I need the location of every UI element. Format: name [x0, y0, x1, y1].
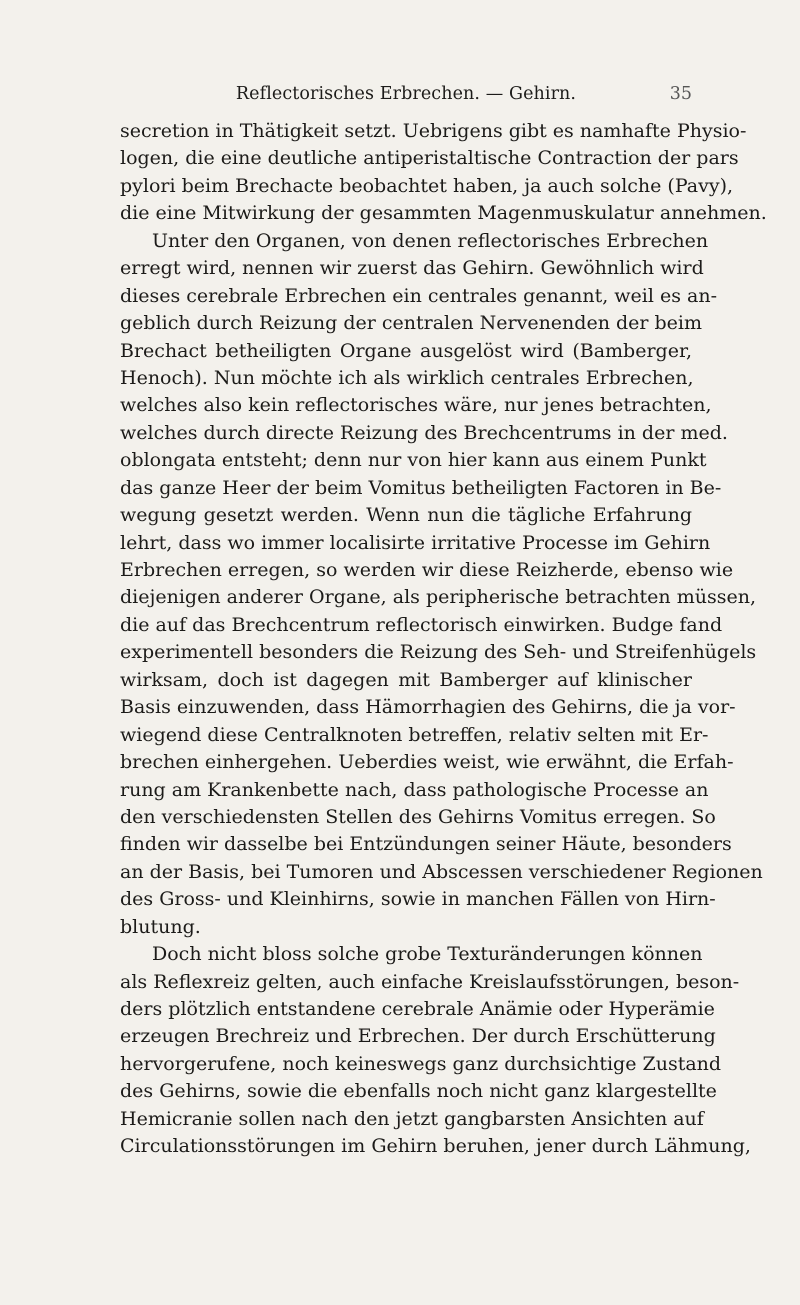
text-line-5: Unter den Organen, von denen reflectorisches Erbrechen	[152, 229, 709, 252]
text-line-31: Doch nicht bloss solche grobe Texturänderungen können	[152, 943, 703, 966]
text-line-14: das ganze Heer der beim Vomitus betheiligten Factoren in Be-	[120, 476, 722, 499]
text-line-7: dieses cerebrale Erbrechen ein centrales genannt, weil es an-	[120, 284, 718, 307]
text-line-1: secretion in Thätigkeit setzt. Uebrigens gibt es namhafte Physio-	[120, 120, 747, 142]
text-line-22: Basis einzuwenden, dass Hämorrhagien des Gehirns, die ja vor-	[120, 696, 736, 719]
text-line-37: Hemicranie sollen nach den jetzt gangbarsten Ansichten auf	[120, 1107, 704, 1130]
text-line-20: experimentell besonders die Reizung des Seh- und Streifenhügels	[120, 641, 757, 664]
text-line-17: Erbrechen erregen, so werden wir diese Reizherde, ebenso wie	[120, 559, 734, 581]
text-line-35: hervorgerufene, noch keineswegs ganz durchsichtige Zustand	[120, 1052, 722, 1075]
text-line-29: des Gross- und Kleinhirns, sowie in manchen Fällen von Hirn-	[120, 888, 716, 911]
text-line-3: pylori beim Brechacte beobachtet haben, ja auch solche (Pavy),	[120, 174, 734, 197]
text-line-25: rung am Krankenbette nach, dass pathologische Processe an	[120, 778, 709, 801]
text-line-36: des Gehirns, sowie die ebenfalls noch nicht ganz klargestellte	[120, 1080, 717, 1103]
text-line-16: lehrt, dass wo immer localisirte irritative Processe im Gehirn	[120, 531, 711, 554]
text-line-27: finden wir dasselbe bei Entzündungen seiner Häute, besonders	[120, 833, 732, 856]
text-line-12: welches durch directe Reizung des Brechcentrums in der med.	[120, 421, 728, 444]
text-line-33: ders plötzlich entstandene cerebrale Anämie oder Hyperämie	[120, 998, 715, 1020]
page-number: 35	[669, 84, 692, 104]
text-line-10: Henoch). Nun möchte ich als wirklich centrales Erbrechen,	[120, 366, 694, 389]
text-line-32: als Reflexreiz gelten, auch einfache Kreislaufsstörungen, beson-	[120, 970, 740, 993]
text-line-24: brechen einhergehen. Ueberdies weist, wie erwähnt, die Erfah-	[120, 751, 734, 774]
text-line-30: blutung.	[120, 915, 201, 938]
text-line-38: Circulationsstörungen im Gehirn beruhen, jener durch Lähmung,	[120, 1135, 751, 1158]
text-line-2: logen, die eine deutliche antiperistaltische Contraction der pars	[120, 147, 739, 170]
text-line-4: die eine Mitwirkung der gesammten Magenmuskulatur annehmen.	[120, 202, 767, 225]
running-title: Reflectorisches Erbrechen. — Gehirn.	[235, 84, 577, 104]
text-line-19: die auf das Brechcentrum reflectorisch einwirken. Budge fand	[120, 613, 723, 636]
text-line-8: geblich durch Reizung der centralen Nervenenden der beim	[120, 312, 703, 335]
text-line-11: welches also kein reflectorisches wäre, nur jenes betrachten,	[120, 394, 712, 417]
text-line-13: oblongata entsteht; denn nur von hier kann aus einem Punkt	[120, 449, 707, 472]
text-line-15: wegung gesetzt werden. Wenn nun die tägliche Erfahrung	[120, 504, 692, 527]
text-line-34: erzeugen Brechreiz und Erbrechen. Der durch Erschütterung	[120, 1025, 716, 1048]
text-line-9: Brechact betheiligten Organe ausgelöst wird (Bamberger,	[120, 339, 692, 362]
body-text	[120, 118, 767, 1161]
text-line-28: an der Basis, bei Tumoren und Abscessen verschiedener Regionen	[120, 860, 763, 883]
running-head	[120, 84, 692, 112]
text-line-6: erregt wird, nennen wir zuerst das Gehirn. Gewöhnlich wird	[120, 257, 704, 280]
text-line-21: wirksam, doch ist dagegen mit Bamberger auf klinischer	[120, 668, 692, 691]
text-line-26: den verschiedensten Stellen des Gehirns Vomitus erregen. So	[120, 805, 716, 828]
text-line-18: diejenigen anderer Organe, als peripherische betrachten müssen,	[120, 586, 756, 609]
text-line-23: wiegend diese Centralknoten betreffen, relativ selten mit Er-	[120, 723, 709, 746]
